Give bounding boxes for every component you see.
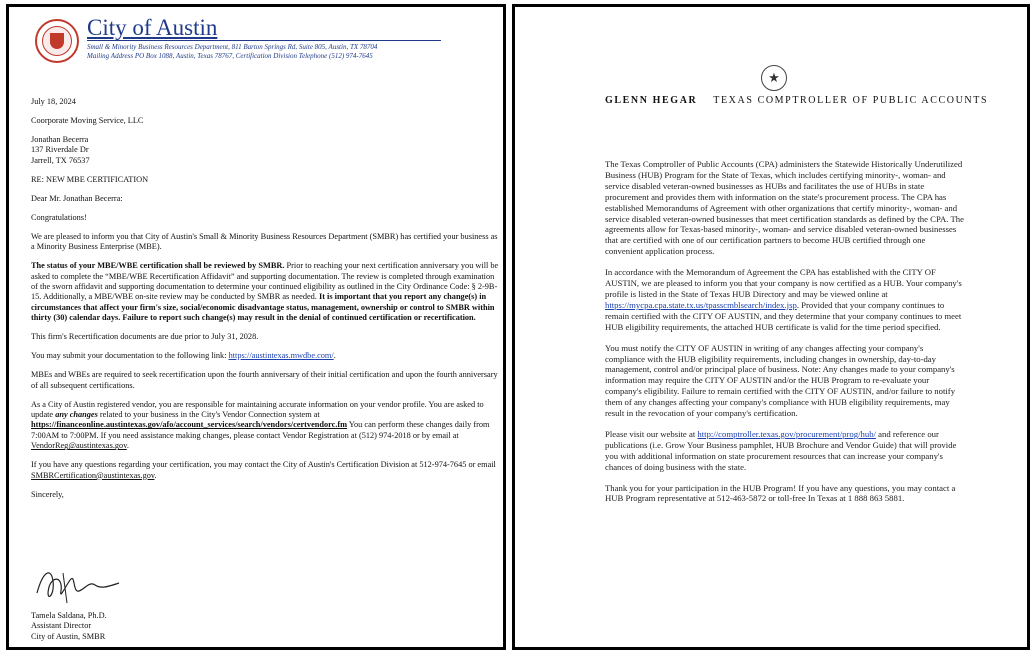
texas-star-seal-icon: ★ [761,65,787,91]
mwdbe-link[interactable]: https://austintexas.mwdbe.com/ [228,351,334,361]
address-line-2: Mailing Address PO Box 1088, Austin, Texas 78767, Certification Division Telephone (512) 974-7645 [87,52,373,60]
congratulations: Congratulations! [31,212,87,222]
letter-date: July 18, 2024 [31,97,76,106]
address-line-1: Small & Minority Business Resources Department, 811 Barton Springs Rd, Suite 805, Austin, TX 78704 [87,43,378,51]
paragraph-questions: If you have any questions regarding your certification, you may contact the City of Austin's Certification Division at 512-974-7645 or email SMBRCertification@austintexas.gov. [31,460,496,480]
hub-directory-link[interactable]: https://mycpa.cpa.state.tx.us/tpasscmblsearch/index.jsp [605,299,797,310]
paragraph-submit: You may submit your documentation to the following link: https://austintexas.mwdbe.com/. [31,351,336,361]
city-of-austin-letter [6,4,506,650]
paragraph-vendor: As a City of Austin registered vendor, you are responsible for maintaining accurate information on your vendor profile. You are asked to update any changes related to your business in the City's Vendor Connection system at https://financeonline.austintexas.gov/afo/account_services/search/vendors/certvendorc.fm You can perform these changes daily from 7:00AM to 7:00PM. If you need assistance making changes, please contact Vendor Registration at (512) 974-2018 or by email at VendorReg@austintexas.gov. [31,399,490,451]
company-name: Coorporate Moving Service, LLC [31,116,144,125]
city-seal-icon [35,19,79,63]
signer-block [31,611,107,642]
signer-org: City of Austin, SMBR [31,631,106,641]
comptroller-letter-body [605,159,965,514]
signer-name: Tamela Saldana, Ph.D. [31,611,107,620]
paragraph-notify: You must notify the CITY OF AUSTIN in writing of any changes affecting your company's compliance with the HUB eligibility requirements, including changes in ownership, day-to-day management, control and/or principal place of business. Note: Any changes made to your company's information may require the CITY OF AUSTIN and/or the HUB Program to re-evaluate your company's eligibility. Failure to remain certified with the CITY OF AUSTIN, and/or failure to notify them of any changes affecting your company's compliance with HUB eligibility requirements, may result in the revocation of your company's certification. [605,342,956,419]
comptroller-name: GLENN HEGAR [605,95,698,106]
signer-title: Assistant Director [31,621,92,631]
recipient-street: 137 Riverdale Dr [31,145,89,155]
recipient-address [31,135,501,166]
comptroller-website-link[interactable]: http://comptroller.texas.gov/procurement/prog/hub/ [697,428,876,439]
letterhead-title: City of Austin [87,15,218,40]
paragraph-hub-program: The Texas Comptroller of Public Accounts (CPA) administers the Statewide Historically Underutilized Business (HUB) Program for the State of Texas, which includes certifying minority-, woman- and service disabled veteran-owned businesses as HUBs and facilitates the use of HUBs in state procurement and provides them with information on the state's procurement process. The CPA has established Memorandums of Agreement with other organizations that certify minority-, woman- and service disabled veteran-owned businesses that meet certification standards as defined by the CPA. The agreements allow for Texas-based minority-, woman- and service disabled veteran-owned businesses that are certified with one of our certification partners to become HUB certified through one convenient application process. [605,159,964,257]
comptroller-letterhead [605,95,988,106]
paragraph-certified: We are pleased to inform you that City of Austin's Small & Minority Business Resources Department (SMBR) has certified your business as a Minority Business Enterprise (MBE). [31,231,498,252]
letterhead-address [87,43,377,61]
signature-image [33,563,123,607]
letter-body [31,97,501,509]
paragraph-recertification: MBEs and WBEs are required to seek recertification upon the fourth anniversary of their initial certification and upon the fourth anniversary of all subsequent certifications. [31,370,498,390]
paragraph-due-date: This firm's Recertification documents are due prior to July 31, 2028. [31,332,259,342]
salutation: Dear Mr. Jonathan Becerra: [31,193,123,203]
paragraph-review: The status of your MBE/WBE certification shall be reviewed by SMBR. Prior to reaching your next certification anniversary you will be asked to complete the “MBE/WBE Recertification Affidavit” and supporting documentation. The review is completed through examination of the sworn affidavit and supporting documentation to determine your continued eligibility as outlined in the City Ordinance Code: § 2-9B-15. Additionally, a MBE/WBE on-site review may be conducted by SMBR as needed. It is important that you report any change(s) in circumstances that affect your firm's size, social/economic disadvantage status, management, ownership or control to SMBR within thirty (30) calendar days. Failure to report such change(s) may result in the denial of continued certification or recertification. [31,261,499,323]
paragraph-thank-you: Thank you for your participation in the HUB Program! If you have any questions, you may contact a HUB Program representative at 512-463-5872 or toll-free In Texas at 1 888 863 5881. [605,482,956,504]
texas-comptroller-letter [512,4,1030,650]
comptroller-title: TEXAS COMPTROLLER OF PUBLIC ACCOUNTS [713,95,989,106]
recipient-name: Jonathan Becerra [31,135,89,144]
vendor-reg-email-link[interactable]: VendorReg@austintexas.gov [31,441,127,451]
paragraph-hub-certified: In accordance with the Memorandum of Agreement the CPA has established with the CITY OF AUSTIN, we are pleased to inform you that your company is now certified as a HUB. Your company's profile is listed in the State of Texas HUB Directory and may be viewed online at https://mycpa.cpa.state.tx.us/tpasscmblsearch/index.jsp. Provided that your company continues to remain certified with the CITY OF AUSTIN, and they determine that your company continues to meet HUB eligibility requirements, the attached HUB certificate is valid for the time period specified. [605,267,962,332]
re-line: RE: NEW MBE CERTIFICATION [31,174,149,184]
letterhead-divider [87,40,441,41]
paragraph-website: Please visit our website at http://comptroller.texas.gov/procurement/prog/hub/ and reference our publications (i.e. Grow Your Business pamphlet, HUB Brochure and Vendor Guide) that will provide you with additional information on state procurement resources that can increase your company's chances of doing business with the state. [605,428,957,472]
recipient-city: Jarrell, TX 76537 [31,155,90,165]
vendor-connection-link[interactable]: https://financeonline.austintexas.gov/afo/account_services/search/vendors/certvendorc.fm [31,420,348,430]
closing: Sincerely, [31,489,64,499]
smbr-email-link[interactable]: SMBRCertification@austintexas.gov [31,470,155,480]
